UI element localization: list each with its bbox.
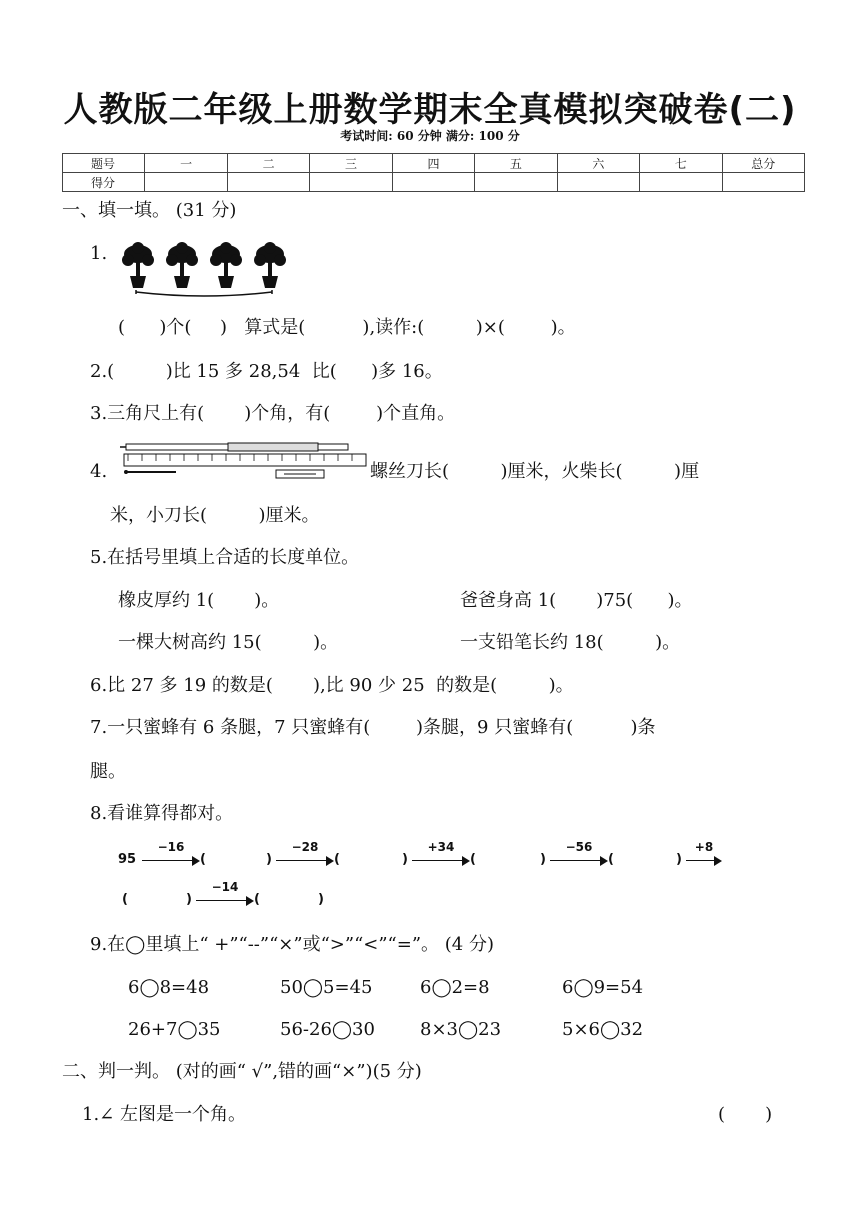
score-cell: 七 <box>640 154 722 173</box>
q5-a: 橡皮厚约 1( )。 <box>118 590 280 611</box>
score-input-cell[interactable] <box>310 173 392 192</box>
chain-open-paren: ( <box>470 852 476 867</box>
chain-arrow <box>550 840 608 866</box>
chain-open-paren: ( <box>254 892 260 907</box>
q5-d: 一支铅笔长约 18( )。 <box>460 632 681 653</box>
score-table <box>62 153 805 192</box>
s2-q1: 1.∠ 左图是一个角。 <box>82 1104 246 1125</box>
q9-item: 6◯9=54 <box>562 977 644 998</box>
q3: 3.三角尺上有( )个角，有( )个直角。 <box>90 403 456 424</box>
section2-heading: 二、判一判。 (对的画“ √”,错的画“×”)(5 分) <box>62 1061 422 1082</box>
q4-text-a: 螺丝刀长( )厘米，火柴长( )厘 <box>370 461 700 482</box>
score-cell: 六 <box>557 154 639 173</box>
chain-open-paren: ( <box>334 852 340 867</box>
score-cell: 二 <box>227 154 309 173</box>
q7-b: 腿。 <box>90 761 126 782</box>
q9-item: 50◯5=45 <box>280 977 373 998</box>
score-input-cell[interactable] <box>227 173 309 192</box>
ruler-tools-image <box>116 442 370 482</box>
score-input-cell[interactable] <box>145 173 227 192</box>
q4-text-b: 米，小刀长( )厘米。 <box>110 505 320 526</box>
chain-arrow <box>196 880 254 906</box>
q5-c: 一棵大树高约 15( )。 <box>118 632 339 653</box>
q6: 6.比 27 多 19 的数是( ),比 90 少 25 的数是( )。 <box>90 675 574 696</box>
chain-close-paren: ) <box>318 892 324 907</box>
q9-item: 5×6◯32 <box>562 1019 644 1040</box>
q7-a: 7.一只蜜蜂有 6 条腿，7 只蜜蜂有( )条腿，9 只蜜蜂有( )条 <box>90 717 656 738</box>
score-cell: 题号 <box>63 154 145 173</box>
q9-item: 8×3◯23 <box>420 1019 502 1040</box>
chain-open-paren: ( <box>200 852 206 867</box>
page-title: 人教版二年级上册数学期末全真模拟突破卷(二) <box>63 90 797 130</box>
chain-start: 95 <box>118 852 137 867</box>
chain-close-paren: ) <box>266 852 272 867</box>
score-input-cell[interactable] <box>475 173 557 192</box>
score-cell: 五 <box>475 154 557 173</box>
q8: 8.看谁算得都对。 <box>90 803 234 824</box>
q1-answer-line: ( )个( ) 算式是( ),读作:( )×( )。 <box>118 317 576 338</box>
q9-item: 56-26◯30 <box>280 1019 375 1040</box>
s2-q1-answer-paren: ( ) <box>718 1104 773 1125</box>
chain-close-paren: ) <box>186 892 192 907</box>
score-input-cell[interactable] <box>722 173 805 192</box>
q9-item: 26+7◯35 <box>128 1019 221 1040</box>
chain-op: −16 <box>157 840 185 854</box>
chain-op: +8 <box>694 840 714 854</box>
potted-plants-image <box>116 240 292 298</box>
chain-open-paren: ( <box>122 892 128 907</box>
q9: 9.在◯里填上“ +”“--”“×”或“>”“<”“=”。 (4 分) <box>90 934 494 955</box>
chain-op: −28 <box>291 840 319 854</box>
chain-arrow <box>412 840 470 866</box>
chain-op: −56 <box>565 840 593 854</box>
q5-b: 爸爸身高 1( )75( )。 <box>460 590 693 611</box>
q2: 2.( )比 15 多 28,54 比( )多 16。 <box>90 361 443 382</box>
chain-arrow <box>276 840 334 866</box>
score-input-cell[interactable] <box>557 173 639 192</box>
chain-arrow <box>142 840 200 866</box>
q9-item: 6◯2=8 <box>420 977 490 998</box>
score-input-cell[interactable] <box>392 173 474 192</box>
score-table-header-row <box>63 154 805 173</box>
score-cell: 三 <box>310 154 392 173</box>
score-input-cell[interactable] <box>640 173 722 192</box>
chain-op: +34 <box>427 840 455 854</box>
section1-heading: 一、填一填。 (31 分) <box>62 200 237 221</box>
score-cell: 总分 <box>722 154 805 173</box>
chain-close-paren: ) <box>402 852 408 867</box>
score-cell: 一 <box>145 154 227 173</box>
q1-number: 1. <box>90 243 108 264</box>
chain-close-paren: ) <box>540 852 546 867</box>
chain-open-paren: ( <box>608 852 614 867</box>
score-table-score-row <box>63 173 805 192</box>
q9-item: 6◯8=48 <box>128 977 210 998</box>
score-cell: 四 <box>392 154 474 173</box>
q4-number: 4. <box>90 461 108 482</box>
chain-close-paren: ) <box>676 852 682 867</box>
score-cell: 得分 <box>63 173 145 192</box>
exam-info: 考试时间: 60 分钟 满分: 100 分 <box>340 129 520 143</box>
chain-arrow <box>686 840 722 866</box>
q5: 5.在括号里填上合适的长度单位。 <box>90 547 360 568</box>
chain-op: −14 <box>211 880 239 894</box>
